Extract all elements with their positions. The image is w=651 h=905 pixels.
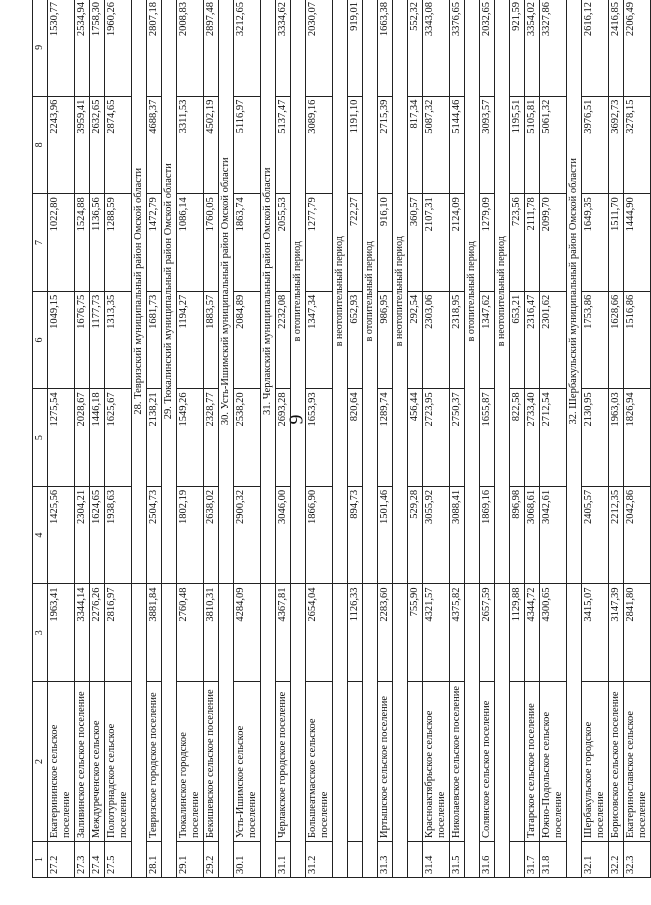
row-number	[348, 842, 363, 878]
column-header: 7	[33, 194, 48, 292]
value-cell: 2723,95	[423, 389, 450, 487]
value-cell: 921,59	[510, 0, 525, 96]
period-row	[393, 0, 408, 878]
section-title: 29. Тюкалинский муниципальный район Омской области	[162, 0, 177, 584]
value-cell: 2232,08	[276, 291, 291, 389]
settlement-name	[510, 682, 525, 842]
value-cell: 1663,38	[378, 0, 393, 96]
value-cell: 1425,56	[48, 486, 75, 584]
value-cell: 2124,09	[450, 194, 465, 292]
value-cell: 5105,81	[525, 96, 540, 194]
row-number	[510, 842, 525, 878]
row-number: 27.3	[75, 842, 90, 878]
table-row	[582, 0, 609, 878]
tariff-table	[32, 0, 651, 878]
value-cell: 1960,26	[105, 0, 132, 96]
value-cell: 5061,32	[540, 96, 567, 194]
value-cell: 2304,21	[75, 486, 90, 584]
value-cell: 1760,05	[204, 194, 219, 292]
value-cell: 755,90	[408, 584, 423, 682]
value-cell: 1347,34	[306, 291, 333, 389]
value-cell: 3959,41	[75, 96, 90, 194]
value-cell: 2028,67	[75, 389, 90, 487]
value-cell: 3088,41	[450, 486, 465, 584]
table-row	[348, 0, 363, 878]
settlement-name: Усть-Ишимское сельское поселение	[234, 682, 261, 842]
row-number: 29.1	[177, 842, 204, 878]
value-cell: 1275,54	[48, 389, 75, 487]
section-row	[567, 0, 582, 878]
value-cell: 5116,97	[234, 96, 261, 194]
value-cell: 4502,19	[204, 96, 219, 194]
value-cell: 4367,81	[276, 584, 291, 682]
value-cell: 1883,57	[204, 291, 219, 389]
value-cell: 1866,90	[306, 486, 333, 584]
value-cell: 653,21	[510, 291, 525, 389]
value-cell: 3311,53	[177, 96, 204, 194]
value-cell: 2712,54	[540, 389, 567, 487]
section-title: 31. Черлакский муниципальный район Омской области	[261, 0, 276, 584]
value-cell: 2111,78	[525, 194, 540, 292]
value-cell: 1313,35	[105, 291, 132, 389]
value-cell: 2055,53	[276, 194, 291, 292]
settlement-name: Николаевское сельское поселение	[450, 682, 465, 842]
value-cell: 2715,39	[378, 96, 393, 194]
table-row	[450, 0, 465, 878]
value-cell: 2750,37	[450, 389, 465, 487]
value-cell: 2841,80	[624, 584, 651, 682]
value-cell: 3278,15	[624, 96, 651, 194]
settlement-name: Полотурнадское сельское поселение	[105, 682, 132, 842]
value-cell: 2084,89	[234, 291, 261, 389]
row-number: 30.1	[234, 842, 261, 878]
value-cell: 3810,31	[204, 584, 219, 682]
row-number: 27.4	[90, 842, 105, 878]
value-cell: 2212,35	[609, 486, 624, 584]
value-cell: 292,54	[408, 291, 423, 389]
value-cell: 3042,61	[540, 486, 567, 584]
value-cell: 1628,66	[609, 291, 624, 389]
value-cell: 2243,96	[48, 96, 75, 194]
column-header: 9	[33, 0, 48, 96]
column-header: 2	[33, 682, 48, 842]
value-cell: 3415,07	[582, 584, 609, 682]
value-cell: 1549,26	[177, 389, 204, 487]
value-cell: 4284,09	[234, 584, 261, 682]
value-cell: 1758,30	[90, 0, 105, 96]
value-cell: 3055,92	[423, 486, 450, 584]
value-cell: 2654,04	[306, 584, 333, 682]
value-cell: 3334,62	[276, 0, 291, 96]
value-cell: 3881,84	[147, 584, 162, 682]
value-cell: 2807,18	[147, 0, 162, 96]
value-cell: 1136,56	[90, 194, 105, 292]
table-row	[147, 0, 162, 878]
value-cell: 2303,06	[423, 291, 450, 389]
value-cell: 1444,90	[624, 194, 651, 292]
page-number: 9	[285, 414, 308, 425]
value-cell: 1289,74	[378, 389, 393, 487]
value-cell: 3147,39	[609, 584, 624, 682]
period-row	[363, 0, 378, 878]
settlement-name: Междуреченское сельское	[90, 682, 105, 842]
table-row	[90, 0, 105, 878]
column-header: 8	[33, 96, 48, 194]
value-cell: 2283,60	[378, 584, 393, 682]
value-cell: 2534,94	[75, 0, 90, 96]
value-cell: 5144,46	[450, 96, 465, 194]
table-row	[624, 0, 651, 878]
value-cell: 5087,32	[423, 96, 450, 194]
value-cell: 3354,02	[525, 0, 540, 96]
value-cell: 2897,48	[204, 0, 219, 96]
table-row	[48, 0, 75, 878]
value-cell: 1129,88	[510, 584, 525, 682]
value-cell: 2638,02	[204, 486, 219, 584]
value-cell: 2030,07	[306, 0, 333, 96]
value-cell: 1288,59	[105, 194, 132, 292]
section-title: 30. Усть-Ишимский муниципальный район Омской области	[219, 0, 234, 584]
value-cell: 3976,51	[582, 96, 609, 194]
settlement-name	[348, 682, 363, 842]
row-number: 32.3	[624, 842, 651, 878]
row-number: 31.7	[525, 842, 540, 878]
row-number: 27.2	[48, 842, 75, 878]
value-cell: 1681,73	[147, 291, 162, 389]
period-label: в отопительный период	[465, 0, 480, 584]
table-row	[423, 0, 450, 878]
value-cell: 1524,88	[75, 194, 90, 292]
table-row	[306, 0, 333, 878]
value-cell: 2316,47	[525, 291, 540, 389]
table-row	[540, 0, 567, 878]
value-cell: 1869,16	[480, 486, 495, 584]
value-cell: 3046,00	[276, 486, 291, 584]
column-header: 6	[33, 291, 48, 389]
period-row	[291, 0, 306, 878]
value-cell: 1279,09	[480, 194, 495, 292]
section-row	[219, 0, 234, 878]
period-label: в отопительный период	[291, 0, 306, 584]
settlement-name: Иртышское сельское поселение	[378, 682, 393, 842]
value-cell: 1191,10	[348, 96, 363, 194]
value-cell: 1022,80	[48, 194, 75, 292]
section-row	[132, 0, 147, 878]
value-cell: 2206,49	[624, 0, 651, 96]
value-cell: 1530,77	[48, 0, 75, 96]
value-cell: 1511,70	[609, 194, 624, 292]
value-cell: 3692,73	[609, 96, 624, 194]
column-header: 4	[33, 486, 48, 584]
table-row	[609, 0, 624, 878]
value-cell: 2900,32	[234, 486, 261, 584]
value-cell: 2760,48	[177, 584, 204, 682]
period-label: в неотопительный период	[333, 0, 348, 584]
value-cell: 3376,65	[450, 0, 465, 96]
row-number: 31.4	[423, 842, 450, 878]
value-cell: 529,28	[408, 486, 423, 584]
value-cell: 1863,74	[234, 194, 261, 292]
row-number: 31.1	[276, 842, 291, 878]
table-header	[33, 0, 48, 878]
table-row	[75, 0, 90, 878]
value-cell: 2107,31	[423, 194, 450, 292]
row-number: 27.5	[105, 842, 132, 878]
value-cell: 2008,83	[177, 0, 204, 96]
value-cell: 2693,28	[276, 389, 291, 487]
value-cell: 2405,57	[582, 486, 609, 584]
settlement-name: Заливинское сельское поселение	[75, 682, 90, 842]
period-row	[495, 0, 510, 878]
value-cell: 2416,85	[609, 0, 624, 96]
value-cell: 1126,33	[348, 584, 363, 682]
value-cell: 723,56	[510, 194, 525, 292]
period-row	[465, 0, 480, 878]
value-cell: 1653,93	[306, 389, 333, 487]
rotated-page	[32, 0, 648, 878]
settlement-name: Тюкалинское городское поселение	[177, 682, 204, 842]
value-cell: 4300,65	[540, 584, 567, 682]
value-cell: 3343,08	[423, 0, 450, 96]
value-cell: 2328,77	[204, 389, 219, 487]
period-row	[333, 0, 348, 878]
row-number: 29.2	[204, 842, 219, 878]
section-title: 28. Тевризский муниципальный район Омской области	[132, 0, 147, 584]
value-cell: 896,98	[510, 486, 525, 584]
value-cell: 1753,86	[582, 291, 609, 389]
period-label: в неотопительный период	[495, 0, 510, 584]
value-cell: 652,93	[348, 291, 363, 389]
value-cell: 2138,21	[147, 389, 162, 487]
table-row	[480, 0, 495, 878]
row-number: 31.8	[540, 842, 567, 878]
value-cell: 1625,67	[105, 389, 132, 487]
value-cell: 2276,26	[90, 584, 105, 682]
value-cell: 1086,14	[177, 194, 204, 292]
table-row	[510, 0, 525, 878]
settlement-name: Черлакское городское поселение	[276, 682, 291, 842]
value-cell: 360,57	[408, 194, 423, 292]
table-row	[408, 0, 423, 878]
value-cell: 1049,15	[48, 291, 75, 389]
value-cell: 4375,82	[450, 584, 465, 682]
value-cell: 2301,62	[540, 291, 567, 389]
value-cell: 1963,03	[609, 389, 624, 487]
value-cell: 722,27	[348, 194, 363, 292]
column-header: 1	[33, 842, 48, 878]
value-cell: 1195,51	[510, 96, 525, 194]
row-number: 32.2	[609, 842, 624, 878]
table-row	[378, 0, 393, 878]
value-cell: 2042,86	[624, 486, 651, 584]
value-cell: 1472,79	[147, 194, 162, 292]
value-cell: 1347,62	[480, 291, 495, 389]
value-cell: 1516,86	[624, 291, 651, 389]
value-cell: 3344,14	[75, 584, 90, 682]
value-cell: 2099,70	[540, 194, 567, 292]
value-cell: 1963,41	[48, 584, 75, 682]
value-cell: 4321,57	[423, 584, 450, 682]
settlement-name: Татарское сельское поселение	[525, 682, 540, 842]
row-number: 32.1	[582, 842, 609, 878]
value-cell: 552,32	[408, 0, 423, 96]
value-cell: 2657,59	[480, 584, 495, 682]
column-header: 3	[33, 584, 48, 682]
value-cell: 1446,18	[90, 389, 105, 487]
value-cell: 919,01	[348, 0, 363, 96]
settlement-name: Южно-Подольское сельское поселение	[540, 682, 567, 842]
value-cell: 2032,65	[480, 0, 495, 96]
settlement-name: Бекишевское сельское поселение	[204, 682, 219, 842]
value-cell: 2874,65	[105, 96, 132, 194]
row-number: 28.1	[147, 842, 162, 878]
row-number: 31.3	[378, 842, 393, 878]
settlement-name: Большеатмасское сельское поселение	[306, 682, 333, 842]
value-cell: 1277,79	[306, 194, 333, 292]
section-title: 32. Шербакульский муниципальный район Омской области	[567, 0, 582, 584]
value-cell: 2616,12	[582, 0, 609, 96]
value-cell: 1826,94	[624, 389, 651, 487]
settlement-name: Шербакульское городское поселение	[582, 682, 609, 842]
row-number	[408, 842, 423, 878]
value-cell: 1676,75	[75, 291, 90, 389]
section-row	[162, 0, 177, 878]
value-cell: 1655,87	[480, 389, 495, 487]
settlement-name: Екатерининское сельское поселение	[48, 682, 75, 842]
row-number: 31.6	[480, 842, 495, 878]
table-row	[204, 0, 219, 878]
value-cell: 817,34	[408, 96, 423, 194]
table-row	[234, 0, 261, 878]
settlement-name: Красноактябрьское сельское поселение	[423, 682, 450, 842]
value-cell: 820,64	[348, 389, 363, 487]
value-cell: 2816,97	[105, 584, 132, 682]
value-cell: 1501,46	[378, 486, 393, 584]
value-cell: 1194,27	[177, 291, 204, 389]
table-row	[525, 0, 540, 878]
value-cell: 1624,65	[90, 486, 105, 584]
value-cell: 4344,72	[525, 584, 540, 682]
value-cell: 3327,86	[540, 0, 567, 96]
row-number: 31.2	[306, 842, 333, 878]
value-cell: 3093,57	[480, 96, 495, 194]
settlement-name: Борисовское сельское поселение	[609, 682, 624, 842]
value-cell: 1802,19	[177, 486, 204, 584]
table-row	[177, 0, 204, 878]
column-header: 5	[33, 389, 48, 487]
value-cell: 2130,95	[582, 389, 609, 487]
table-row	[105, 0, 132, 878]
settlement-name: Солянское сельское поселение	[480, 682, 495, 842]
value-cell: 822,58	[510, 389, 525, 487]
value-cell: 2504,73	[147, 486, 162, 584]
value-cell: 4688,37	[147, 96, 162, 194]
value-cell: 1177,73	[90, 291, 105, 389]
settlement-name: Екатеринославское сельское поселение	[624, 682, 651, 842]
value-cell: 2733,40	[525, 389, 540, 487]
value-cell: 894,73	[348, 486, 363, 584]
table-body	[48, 0, 651, 878]
row-number: 31.5	[450, 842, 465, 878]
value-cell: 3089,16	[306, 96, 333, 194]
settlement-name	[408, 682, 423, 842]
period-label: в неотопительный период	[393, 0, 408, 584]
value-cell: 3212,65	[234, 0, 261, 96]
value-cell: 1938,63	[105, 486, 132, 584]
value-cell: 3068,61	[525, 486, 540, 584]
settlement-name: Тевризское городское поселение	[147, 682, 162, 842]
period-label: в отопительный период	[363, 0, 378, 584]
value-cell: 456,44	[408, 389, 423, 487]
value-cell: 1649,35	[582, 194, 609, 292]
value-cell: 986,95	[378, 291, 393, 389]
value-cell: 2632,65	[90, 96, 105, 194]
value-cell: 2318,95	[450, 291, 465, 389]
table-row	[276, 0, 291, 878]
value-cell: 916,10	[378, 194, 393, 292]
value-cell: 2538,20	[234, 389, 261, 487]
value-cell: 5137,47	[276, 96, 291, 194]
section-row	[261, 0, 276, 878]
